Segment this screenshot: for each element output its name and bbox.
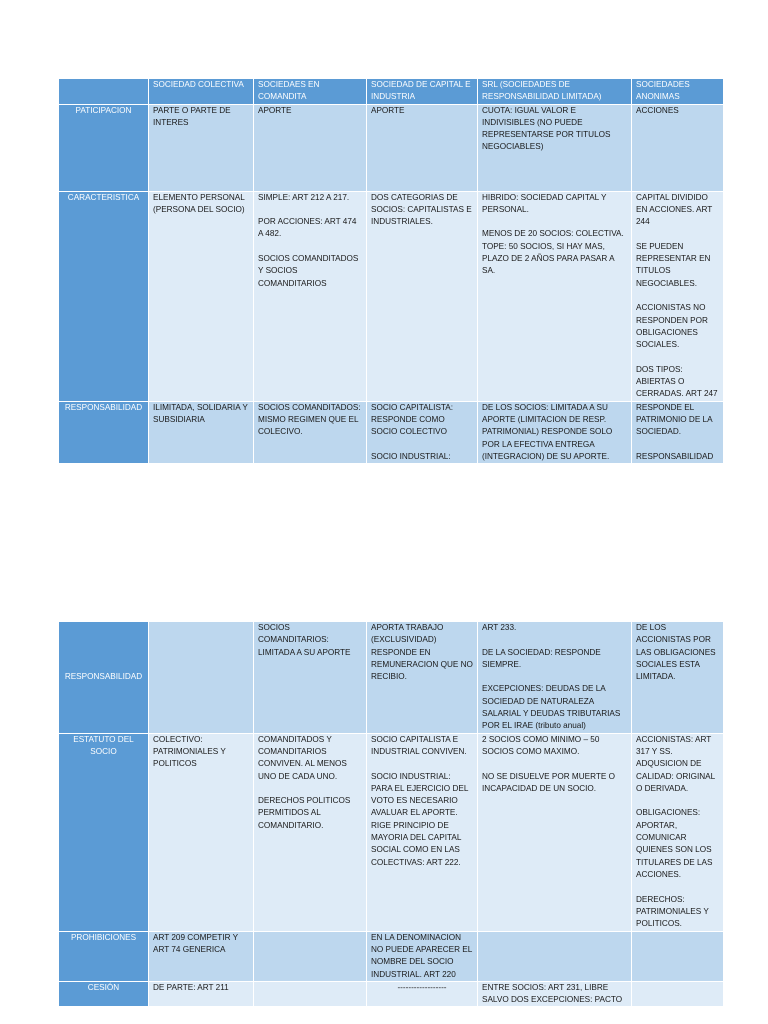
- cell-text: CUOTA: IGUAL VALOR E INDIVISIBLES (NO PUEDE REPRESENTARSE POR TITULOS NEGOCIABLES): [482, 105, 611, 152]
- table-cell: [632, 401, 724, 463]
- cell-text: CAPITAL DIVIDIDO EN ACCIONES. ART 244 SE PUEDEN REPRESENTAR EN TITULOS NEGOCIABLES. ACCIONISTAS NO RESPONDEN POR OBLIGACIONES SOCIALES. DOS TIPOS: ABIERTAS O CERRADAS. ART 247: [636, 192, 718, 399]
- cell-text: ------------------: [397, 982, 447, 992]
- table-cell: [478, 733, 632, 931]
- row-label-estatuto-del-socio: ESTATUTO DEL SOCIO: [59, 733, 149, 931]
- table-cell: [149, 401, 254, 463]
- cell-text: COMANDITADOS Y COMANDITARIOS CONVIVEN. AL MENOS UNO DE CADA UNO. DERECHOS POLITICOS PERMITIDOS AL COMANDITARIO.: [258, 734, 351, 830]
- cell-text: ELEMENTO PERSONAL (PERSONA DEL SOCIO): [153, 192, 245, 214]
- header-sociedad-capital-industria: SOCIEDAD DE CAPITAL E INDUSTRIA: [367, 79, 478, 105]
- table-cell: [254, 733, 367, 931]
- cell-text: SOCIOS COMANDITADOS: MISMO REGIMEN QUE EL COLECIVO.: [258, 402, 361, 437]
- table-cell: [254, 401, 367, 463]
- table-cell: [149, 931, 254, 981]
- table-cell: [478, 622, 632, 734]
- table-cell: [367, 733, 478, 931]
- table-cell: [254, 981, 367, 1007]
- cell-text: APORTE: [258, 105, 292, 115]
- table-row: [59, 104, 724, 191]
- table-cell: [632, 981, 724, 1007]
- table-cell: [632, 733, 724, 931]
- table-cell: [149, 191, 254, 401]
- table-cell: [478, 931, 632, 981]
- cell-text: DE LOS SOCIOS: LIMITADA A SU APORTE (LIMITACION DE RESP. PATRIMONIAL) RESPONDE SOLO POR LA EFECTIVA ENTREGA (INTEGRACION) DE SU APORTE.: [482, 402, 613, 461]
- cell-text: EN LA DENOMINACION NO PUEDE APARECER EL NOMBRE DEL SOCIO INDUSTRIAL. ART 220: [371, 932, 473, 979]
- table-row: [59, 191, 724, 401]
- corner-header-cell: [59, 79, 149, 105]
- sociedades-comparison-table-top: [58, 78, 724, 464]
- table-cell: [149, 622, 254, 734]
- cell-text: SOCIO CAPITALISTA E INDUSTRIAL CONVIVEN. SOCIO INDUSTRIAL: PARA EL EJERCICIO DEL VOTO ES NECESARIO AVALUAR EL APORTE. RIGE PRINCIPIO DE MAYORIA DEL CAPITAL SOCIAL COMO EN LAS COLECTIVAS: ART 222.: [371, 734, 469, 867]
- cell-text: ACCIONES: [636, 105, 679, 115]
- cell-text: COLECTIVO: PATRIMONIALES Y POLITICOS: [153, 734, 226, 769]
- table-cell: [478, 401, 632, 463]
- table-row: [59, 401, 724, 463]
- table-cell: [478, 981, 632, 1007]
- cell-text: SOCIOS COMANDITARIOS: LIMITADA A SU APORTE: [258, 623, 351, 657]
- cell-text: RESPONDE EL PATRIMONIO DE LA SOCIEDAD. RESPONSABILIDAD: [636, 402, 714, 461]
- header-srl: SRL (SOCIEDADES DE RESPONSABILIDAD LIMITADA): [478, 79, 632, 105]
- row-label-caracteristica: CARACTERISTICA: [59, 191, 149, 401]
- table-cell: [367, 931, 478, 981]
- sociedades-comparison-table-bottom: [58, 621, 724, 1007]
- cell-text: SOCIO CAPITALISTA: RESPONDE COMO SOCIO COLECTIVO SOCIO INDUSTRIAL:: [371, 402, 454, 461]
- table-cell: [254, 931, 367, 981]
- table-row: [59, 931, 724, 981]
- table-row: [59, 733, 724, 931]
- header-sociedad-colectiva: SOCIEDAD COLECTIVA: [149, 79, 254, 105]
- cell-text: SIMPLE: ART 212 A 217. POR ACCIONES: ART 474 A 482. SOCIOS COMANDITADOS Y SOCIOS COMANDITARIOS: [258, 192, 359, 288]
- header-sociedades-en-comandita: SOCIEDAES EN COMANDITA: [254, 79, 367, 105]
- cell-text: ILIMITADA, SOLIDARIA Y SUBSIDIARIA: [153, 402, 248, 424]
- header-row: [59, 79, 724, 105]
- cell-text: ART 233. DE LA SOCIEDAD: RESPONDE SIEMPRE. EXCEPCIONES: DEUDAS DE LA SOCIEDAD DE NATURALEZA SALARIAL Y DEUDAS TRIBUTARIAS POR EL IRAE (tributo anual): [482, 623, 621, 731]
- cell-text: ART 209 COMPETIR Y ART 74 GENERICA: [153, 932, 238, 954]
- cell-text: 2 SOCIOS COMO MINIMO – 50 SOCIOS COMO MAXIMO. NO SE DISUELVE POR MUERTE O INCAPACIDAD DE UN SOCIO.: [482, 734, 615, 793]
- cell-text: HIBRIDO: SOCIEDAD CAPITAL Y PERSONAL. MENOS DE 20 SOCIOS: COLECTIVA. TOPE: 50 SOCIOS, SI HAY MAS, PLAZO DE 2 AÑOS PARA PASAR A SA.: [482, 192, 624, 276]
- row-label-responsabilidad: RESPONSABILIDAD: [59, 401, 149, 463]
- table-cell: [254, 191, 367, 401]
- table-cell: [632, 104, 724, 191]
- table-cell: [254, 104, 367, 191]
- table-cell: [367, 981, 478, 1007]
- cell-text: ENTRE SOCIOS: ART 231, LIBRE SALVO DOS EXCEPCIONES: PACTO: [482, 982, 623, 1005]
- cell-text: APORTE: [371, 105, 405, 115]
- table-cell: [367, 401, 478, 463]
- row-label-prohibiciones: PROHIBICIONES: [59, 931, 149, 981]
- table-cell: [254, 622, 367, 734]
- table-row: [59, 622, 724, 734]
- cell-text: PARTE O PARTE DE INTERES: [153, 105, 231, 127]
- table-cell: [367, 191, 478, 401]
- table-cell: [149, 104, 254, 191]
- table-cell: [632, 931, 724, 981]
- table-cell: [367, 104, 478, 191]
- table-cell: [478, 191, 632, 401]
- table-row: [59, 981, 724, 1007]
- table-cell: [632, 622, 724, 734]
- cell-text: DE LOS ACCIONISTAS POR LAS OBLIGACIONES SOCIALES ESTA LIMITADA.: [636, 623, 716, 682]
- row-label-responsabilidad: RESPONSABILIDAD: [59, 622, 149, 734]
- cell-text: ACCIONISTAS: ART 317 Y SS. ADQUSICION DE CALIDAD: ORIGINAL O DERIVADA. OBLIGACIONES: APORTAR, COMUNICAR QUIENES SON LOS TITULARES DE LAS ACCIONES. DERECHOS: PATRIMONIALES Y POLITICOS.: [636, 734, 715, 929]
- cell-text: DOS CATEGORIAS DE SOCIOS: CAPITALISTAS E INDUSTRIALES.: [371, 192, 472, 227]
- table-cell: [478, 104, 632, 191]
- header-sociedades-anonimas: SOCIEDADES ANONIMAS: [632, 79, 724, 105]
- row-label-cesion: CESIÓN: [59, 981, 149, 1007]
- cell-text: DE PARTE: ART 211: [153, 982, 229, 992]
- cell-text: APORTA TRABAJO (EXCLUSIVIDAD) RESPONDE EN REMUNERACION QUE NO RECIBIO.: [371, 623, 473, 682]
- table-cell: [367, 622, 478, 734]
- table-cell: [632, 191, 724, 401]
- row-label-participacion: PATICIPACION: [59, 104, 149, 191]
- table-cell: [149, 981, 254, 1007]
- table-cell: [149, 733, 254, 931]
